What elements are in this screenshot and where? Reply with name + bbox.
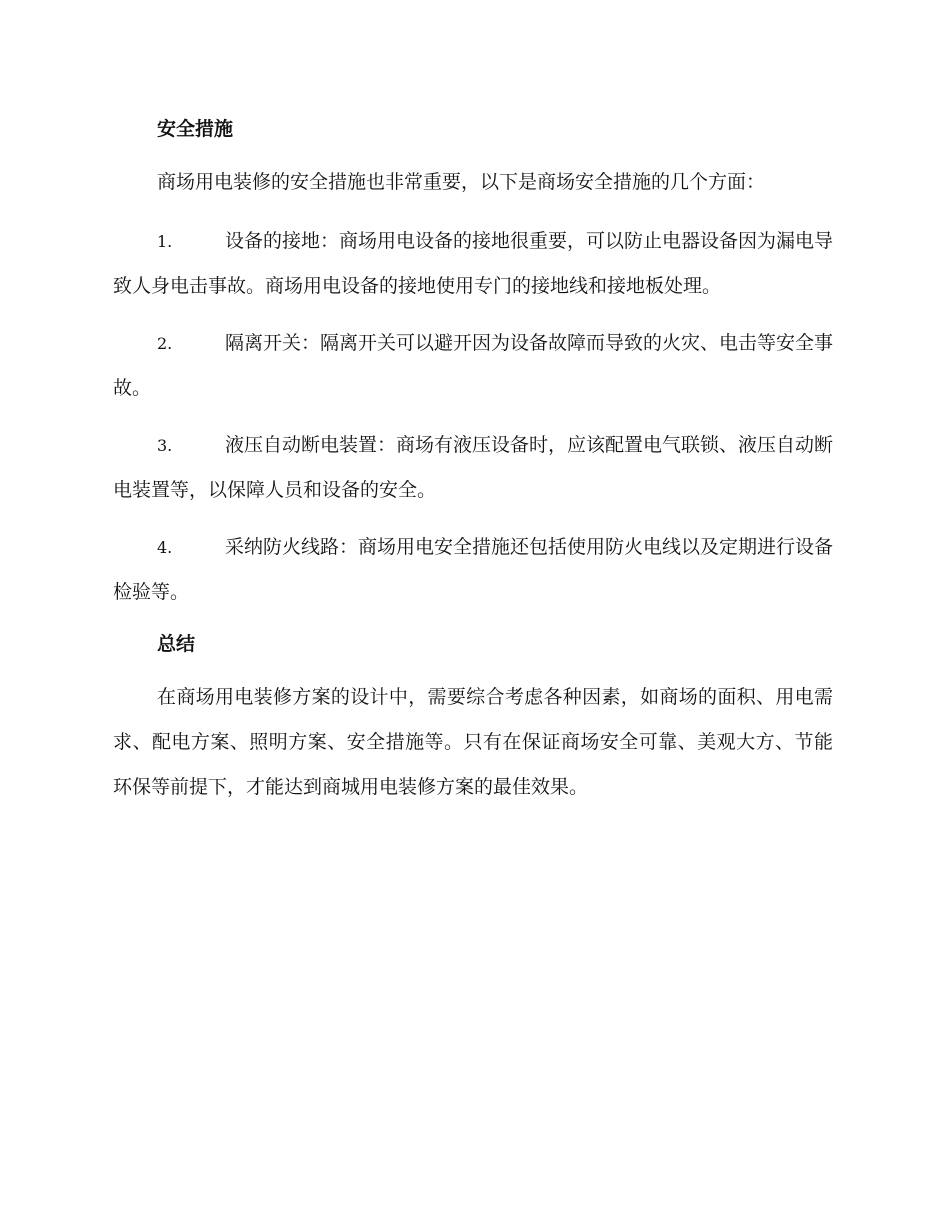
list-item bbox=[113, 219, 833, 309]
list-text: 液压自动断电装置：商场有液压设备时，应该配置电气联锁、液压自动断电装置等，以保障人员和设备的安全。 bbox=[113, 434, 834, 501]
safety-intro-paragraph: 商场用电装修的安全措施也非常重要，以下是商场安全措施的几个方面： bbox=[157, 171, 766, 193]
list-number: 1. bbox=[157, 232, 173, 251]
list-text: 采纳防火线路：商场用电安全措施还包括使用防火电线以及定期进行设备检验等。 bbox=[113, 536, 834, 603]
section-heading-safety: 安全措施 bbox=[157, 118, 234, 140]
list-item bbox=[113, 321, 833, 411]
summary-paragraph: 在商场用电装修方案的设计中，需要综合考虑各种因素，如商场的面积、用电需求、配电方案、照明方案、安全措施等。只有在保证商场安全可靠、美观大方、节能环保等前提下，才能达到商城用电装修方案的最佳效果。 bbox=[113, 686, 833, 798]
document-content bbox=[113, 112, 833, 824]
list-text: 设备的接地：商场用电设备的接地很重要，可以防止电器设备因为漏电导致人身电击事故。商场用电设备的接地使用专门的接地线和接地板处理。 bbox=[113, 230, 834, 297]
list-number: 3. bbox=[157, 436, 173, 455]
section-heading-summary: 总结 bbox=[157, 633, 196, 655]
list-number: 2. bbox=[157, 334, 173, 353]
list-text: 隔离开关：隔离开关可以避开因为设备故障而导致的火灾、电击等安全事故。 bbox=[113, 332, 834, 399]
list-item bbox=[113, 525, 833, 615]
list-item bbox=[113, 423, 833, 513]
list-number: 4. bbox=[157, 538, 173, 557]
